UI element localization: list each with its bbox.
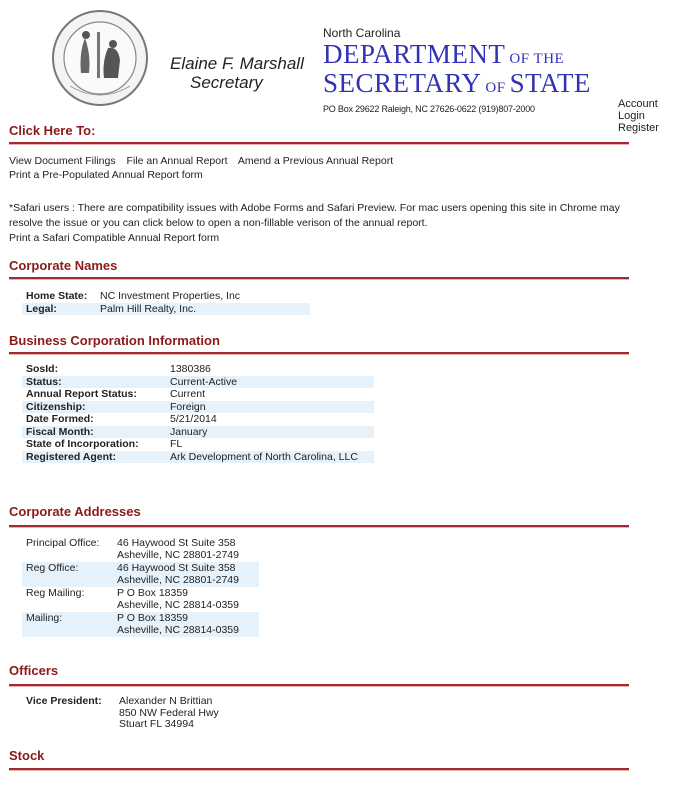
section-divider bbox=[9, 142, 629, 144]
table-row bbox=[22, 696, 223, 731]
row-value: 5/21/2014 bbox=[170, 413, 217, 425]
row-label: Principal Office: bbox=[26, 537, 100, 549]
officers-table bbox=[22, 696, 223, 731]
print-safari-form-link[interactable]: Print a Safari Compatible Annual Report form bbox=[9, 232, 220, 244]
account-links bbox=[618, 98, 659, 134]
corporate-names-heading: Corporate Names bbox=[9, 258, 118, 273]
row-value bbox=[113, 537, 259, 562]
print-prepopulated-form-link[interactable]: Print a Pre-Populated Annual Report form bbox=[9, 169, 203, 181]
row-label: Status: bbox=[22, 376, 166, 389]
table-row bbox=[22, 401, 374, 414]
row-value: January bbox=[166, 426, 374, 439]
table-row bbox=[22, 413, 374, 426]
dept-word-state: STATE bbox=[509, 68, 591, 98]
table-row bbox=[22, 376, 374, 389]
row-label: SosId: bbox=[26, 363, 59, 375]
department-block bbox=[323, 26, 591, 114]
secretary-block bbox=[170, 54, 304, 92]
table-row bbox=[22, 587, 259, 612]
section-divider bbox=[9, 277, 629, 279]
row-label: Fiscal Month: bbox=[22, 426, 166, 439]
corporate-addresses-heading: Corporate Addresses bbox=[9, 504, 141, 519]
officer-city: Stuart FL 34994 bbox=[119, 718, 194, 730]
login-link[interactable]: Login bbox=[618, 110, 645, 122]
row-value: Current-Active bbox=[166, 376, 374, 389]
address-line1: P O Box 18359 bbox=[117, 587, 189, 599]
row-label: Vice President: bbox=[26, 695, 102, 707]
row-value: Current bbox=[170, 388, 206, 400]
row-label: Home State: bbox=[26, 290, 88, 302]
stock-heading: Stock bbox=[9, 748, 45, 763]
section-divider bbox=[9, 684, 629, 686]
row-value: Ark Development of North Carolina, LLC bbox=[166, 451, 374, 464]
corporate-addresses-table bbox=[22, 537, 259, 637]
dept-word-of-the: OF THE bbox=[509, 51, 565, 67]
table-row bbox=[22, 388, 374, 401]
department-address: PO Box 29622 Raleigh, NC 27626-0622 (919)807-2000 bbox=[323, 104, 535, 114]
click-here-heading: Click Here To: bbox=[9, 123, 96, 138]
business-info-heading: Business Corporation Information bbox=[9, 333, 220, 348]
business-info-table bbox=[22, 363, 374, 463]
row-value bbox=[113, 587, 259, 612]
officer-street: 850 NW Federal Hwy bbox=[119, 706, 219, 719]
table-row bbox=[22, 537, 259, 562]
address-line1: 46 Haywood St Suite 358 bbox=[117, 562, 236, 574]
address-line2: Asheville, NC 28801-2749 bbox=[117, 548, 239, 561]
table-row bbox=[22, 303, 310, 316]
safari-note-text: *Safari users : There are compatibility issues with Adobe Forms and Safari Preview. For mac users opening this site in Chrome may resolve the issue or you can click below to open a non-fillable verison of the annual report. bbox=[9, 202, 620, 229]
address-line1: 46 Haywood St Suite 358 bbox=[117, 537, 236, 549]
row-value: Foreign bbox=[166, 401, 374, 414]
row-value bbox=[113, 612, 259, 637]
row-label: Registered Agent: bbox=[22, 451, 166, 464]
row-label: Mailing: bbox=[22, 612, 113, 637]
dept-word-of: OF bbox=[485, 80, 506, 96]
table-row bbox=[22, 562, 259, 587]
table-row bbox=[22, 438, 374, 451]
row-label: Legal: bbox=[22, 303, 96, 316]
address-line2: Asheville, NC 28814-0359 bbox=[117, 623, 239, 636]
row-value bbox=[115, 696, 223, 731]
address-line2: Asheville, NC 28814-0359 bbox=[117, 598, 239, 611]
row-value: FL bbox=[170, 438, 183, 450]
row-label: Reg Office: bbox=[22, 562, 113, 587]
row-label: Citizenship: bbox=[22, 401, 166, 414]
address-line2: Asheville, NC 28801-2749 bbox=[117, 573, 239, 586]
secretary-title: Secretary bbox=[190, 73, 263, 92]
register-link[interactable]: Register bbox=[618, 122, 659, 134]
row-value bbox=[113, 562, 259, 587]
table-row bbox=[22, 363, 374, 376]
row-label: Date Formed: bbox=[26, 413, 94, 425]
state-name: North Carolina bbox=[323, 26, 401, 40]
account-link[interactable]: Account bbox=[618, 98, 658, 110]
table-row bbox=[22, 451, 374, 464]
state-seal-logo bbox=[50, 8, 150, 108]
dept-word-department: DEPARTMENT bbox=[323, 39, 506, 69]
row-value: Palm Hill Realty, Inc. bbox=[96, 303, 310, 316]
section-divider bbox=[9, 525, 629, 527]
table-row bbox=[22, 290, 310, 303]
corporate-names-table bbox=[22, 290, 310, 315]
row-label: Reg Mailing: bbox=[26, 587, 85, 599]
officers-heading: Officers bbox=[9, 663, 59, 678]
table-row bbox=[22, 612, 259, 637]
table-row bbox=[22, 426, 374, 439]
file-annual-report-link[interactable]: File an Annual Report bbox=[126, 155, 228, 167]
section-divider bbox=[9, 352, 629, 354]
row-value: 1380386 bbox=[170, 363, 211, 375]
safari-notice bbox=[9, 201, 649, 246]
secretary-name: Elaine F. Marshall bbox=[170, 54, 304, 73]
dept-word-secretary: SECRETARY bbox=[323, 68, 482, 98]
officer-name: Alexander N Brittian bbox=[119, 695, 213, 707]
address-line1: P O Box 18359 bbox=[117, 612, 189, 624]
row-value: NC Investment Properties, Inc bbox=[100, 290, 241, 302]
amend-annual-report-link[interactable]: Amend a Previous Annual Report bbox=[237, 155, 394, 167]
view-document-filings-link[interactable]: View Document Filings bbox=[9, 155, 116, 167]
action-links bbox=[9, 154, 401, 182]
section-divider bbox=[9, 768, 629, 770]
department-title bbox=[323, 39, 591, 100]
row-label: Annual Report Status: bbox=[26, 388, 137, 400]
row-label: State of Incorporation: bbox=[26, 438, 139, 450]
